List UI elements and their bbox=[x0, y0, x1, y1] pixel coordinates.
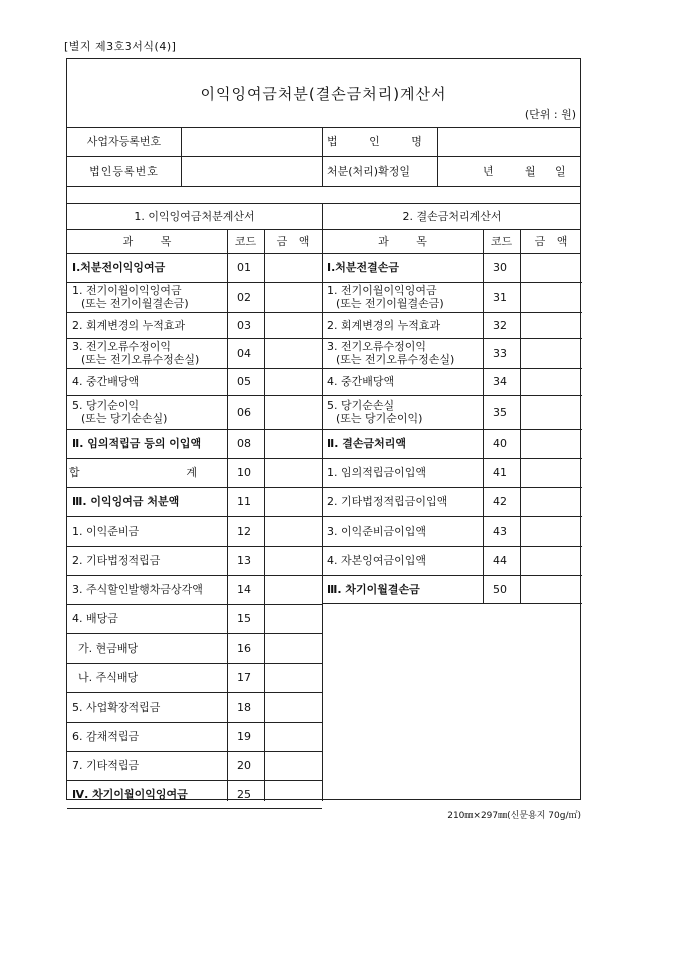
right-row-label-line1: 5. 당기순손실 bbox=[327, 399, 395, 412]
right-row-label-line2: (또는 당기순이익) bbox=[336, 412, 423, 425]
left-row-code: 14 bbox=[237, 583, 251, 596]
left-row-code: 25 bbox=[237, 787, 251, 801]
right-row-label bbox=[322, 395, 483, 429]
paper-spec-footnote: 210㎜×297㎜(신문용지 70g/㎡) bbox=[447, 811, 581, 821]
left-row-label: 4. 배당금 bbox=[72, 612, 118, 625]
left-row-amount-field[interactable] bbox=[264, 663, 322, 692]
left-section-title: 1. 이익잉여금처분계산서 bbox=[134, 209, 255, 223]
right-row-amount-field[interactable] bbox=[520, 312, 582, 338]
left-row-label: Ⅰ.처분전이익잉여금 bbox=[72, 261, 166, 274]
month-label: 월 bbox=[525, 164, 536, 178]
left-row-amount-field[interactable] bbox=[264, 575, 322, 604]
right-row-label: Ⅱ. 결손금처리액 bbox=[327, 437, 407, 450]
left-row-label: 가. 현금배당 bbox=[78, 641, 139, 655]
left-row-label: 2. 회계변경의 누적효과 bbox=[72, 318, 186, 332]
day-label: 일 bbox=[555, 164, 566, 178]
left-col-code: 코드 bbox=[234, 234, 257, 248]
right-row-code: 42 bbox=[493, 495, 507, 508]
left-row-amount-field[interactable] bbox=[264, 312, 322, 338]
right-row-code: 40 bbox=[493, 437, 507, 450]
right-row-label-line1: 1. 전기이월이익잉여금 bbox=[327, 284, 437, 297]
left-row-code: 01 bbox=[237, 261, 251, 274]
disposal-date-field[interactable] bbox=[437, 156, 582, 186]
left-row-label: 나. 주식배당 bbox=[78, 671, 139, 684]
left-row-amount-field[interactable] bbox=[264, 751, 322, 780]
left-row-label bbox=[67, 338, 227, 368]
business-reg-no-label: 사업자등록번호 bbox=[86, 135, 162, 148]
left-row-amount-field[interactable] bbox=[264, 692, 322, 722]
corp-name-field[interactable] bbox=[437, 127, 582, 156]
right-row-label: Ⅰ.처분전결손금 bbox=[327, 261, 400, 274]
left-row-label: 6. 감채적립금 bbox=[72, 730, 140, 743]
right-row-code: 50 bbox=[493, 582, 507, 596]
left-row-amount-field[interactable] bbox=[264, 395, 322, 429]
left-row-amount-field[interactable] bbox=[264, 516, 322, 546]
left-row-label: 3. 주식할인발행차금상각액 bbox=[72, 583, 203, 596]
left-row-amount-field[interactable] bbox=[264, 546, 322, 575]
right-row-code: 43 bbox=[493, 524, 507, 538]
corp-reg-no-label: 법인등록번호 bbox=[89, 164, 159, 178]
corp-reg-no-field[interactable] bbox=[181, 156, 322, 186]
right-row-code: 41 bbox=[493, 466, 507, 479]
right-row-label bbox=[322, 282, 483, 312]
right-row-amount-field[interactable] bbox=[520, 516, 582, 546]
left-row-amount-field[interactable] bbox=[264, 633, 322, 663]
right-row-amount-field[interactable] bbox=[520, 429, 582, 458]
left-row-label-line2: (또는 당기순손실) bbox=[81, 412, 168, 425]
left-row-label: Ⅳ. 차기이월이익잉여금 bbox=[72, 787, 188, 801]
disposal-date-label: 처분(처리)확정일 bbox=[327, 164, 410, 178]
left-row-code: 05 bbox=[237, 375, 251, 388]
left-row-label: 1. 이익준비금 bbox=[72, 524, 140, 538]
left-row-amount-field[interactable] bbox=[264, 338, 322, 368]
right-row-label: 2. 회계변경의 누적효과 bbox=[327, 318, 441, 332]
right-row-code: 34 bbox=[493, 375, 507, 388]
left-row-label: Ⅲ. 이익잉여금 처분액 bbox=[72, 495, 180, 508]
right-row-code: 32 bbox=[493, 318, 507, 332]
left-row-code: 06 bbox=[237, 405, 251, 419]
left-row-amount-field[interactable] bbox=[264, 780, 322, 808]
right-col-code: 코드 bbox=[490, 234, 513, 248]
right-row-label: 4. 중간배당액 bbox=[327, 375, 395, 388]
right-row-amount-field[interactable] bbox=[520, 487, 582, 516]
left-row-code: 12 bbox=[237, 524, 251, 538]
left-row-label-line2: (또는 전기오류수정손실) bbox=[81, 353, 200, 366]
right-row-code: 44 bbox=[493, 554, 507, 567]
left-col-amount: 금 액 bbox=[276, 234, 310, 248]
left-row-code: 03 bbox=[237, 318, 251, 332]
right-row-label bbox=[322, 338, 483, 368]
left-row-code: 11 bbox=[237, 495, 251, 508]
right-row-divider bbox=[322, 603, 582, 604]
left-row-code: 15 bbox=[237, 612, 251, 625]
unit-label: (단위 : 원) bbox=[524, 108, 576, 121]
year-label: 년 bbox=[483, 164, 494, 178]
right-row-amount-field[interactable] bbox=[520, 395, 582, 429]
left-row-label: 7. 기타적립금 bbox=[72, 759, 140, 772]
right-row-amount-field[interactable] bbox=[520, 546, 582, 575]
left-row-label-line1: 5. 당기순이익 bbox=[72, 399, 140, 412]
left-row-code: 19 bbox=[237, 730, 251, 743]
left-col-subject: 과 목 bbox=[122, 234, 172, 248]
right-row-code: 33 bbox=[493, 346, 507, 360]
left-row-label-line1: 3. 전기오류수정이익 bbox=[72, 340, 171, 353]
right-row-amount-field[interactable] bbox=[520, 282, 582, 312]
left-row-code: 02 bbox=[237, 290, 251, 304]
left-row-code: 10 bbox=[237, 466, 251, 479]
right-col-amount: 금 액 bbox=[534, 234, 568, 248]
left-row-divider bbox=[67, 808, 322, 809]
left-row-label: 5. 사업확장적립금 bbox=[72, 700, 161, 714]
right-section-title: 2. 결손금처리계산서 bbox=[402, 209, 502, 223]
right-row-amount-field[interactable] bbox=[520, 458, 582, 487]
right-row-label: 1. 임의적립금이입액 bbox=[327, 466, 426, 479]
statement-form bbox=[66, 58, 581, 800]
left-row-label-part1: 합 bbox=[69, 466, 80, 479]
left-row-code: 08 bbox=[237, 437, 251, 450]
business-reg-no-field[interactable] bbox=[181, 127, 322, 156]
right-row-label: 2. 기타법정적립금이입액 bbox=[327, 495, 448, 508]
left-row-label-part2: 계 bbox=[186, 466, 197, 479]
left-row-label: 2. 기타법정적립금 bbox=[72, 554, 161, 567]
left-row-label bbox=[67, 282, 227, 312]
left-row-code: 17 bbox=[237, 671, 251, 684]
left-row-amount-field[interactable] bbox=[264, 282, 322, 312]
right-row-label-line2: (또는 전기이월결손금) bbox=[336, 297, 444, 310]
right-row-label-line2: (또는 전기오류수정손실) bbox=[336, 353, 455, 366]
left-row-amount-field[interactable] bbox=[264, 253, 322, 282]
left-row-code: 18 bbox=[237, 700, 251, 714]
right-row-label: 3. 이익준비금이입액 bbox=[327, 524, 426, 538]
left-row-code: 13 bbox=[237, 554, 251, 567]
left-row-amount-field[interactable] bbox=[264, 604, 322, 633]
right-row-label: 4. 자본잉여금이입액 bbox=[327, 554, 426, 567]
left-row-code: 04 bbox=[237, 346, 251, 360]
left-row-label-line2: (또는 전기이월결손금) bbox=[81, 297, 189, 310]
left-row-label bbox=[67, 395, 227, 429]
left-row-label: 4. 중간배당액 bbox=[72, 375, 140, 388]
right-row-amount-field[interactable] bbox=[520, 338, 582, 368]
left-row-amount-field[interactable] bbox=[264, 368, 322, 395]
left-row-label: Ⅱ. 임의적립금 등의 이입액 bbox=[72, 437, 202, 450]
right-row-code: 30 bbox=[493, 261, 507, 274]
left-row-label bbox=[67, 458, 227, 487]
left-row-label-line1: 1. 전기이월이익잉여금 bbox=[72, 284, 182, 297]
form-number-label: [별지 제3호3서식(4)] bbox=[64, 40, 177, 53]
right-row-amount-field[interactable] bbox=[520, 253, 582, 282]
left-row-code: 20 bbox=[237, 759, 251, 772]
right-row-amount-field[interactable] bbox=[520, 575, 582, 603]
right-row-amount-field[interactable] bbox=[520, 368, 582, 395]
left-row-amount-field[interactable] bbox=[264, 722, 322, 751]
corp-name-label: 법 인 명 bbox=[327, 135, 436, 148]
document-title: 이익잉여금처분(결손금처리)계산서 bbox=[200, 85, 447, 103]
left-row-code: 16 bbox=[237, 641, 251, 655]
right-row-label: Ⅲ. 차기이월결손금 bbox=[327, 582, 420, 596]
left-row-amount-field[interactable] bbox=[264, 429, 322, 458]
right-row-code: 35 bbox=[493, 405, 507, 419]
right-row-code: 31 bbox=[493, 290, 507, 304]
left-row-amount-field[interactable] bbox=[264, 458, 322, 487]
left-row-amount-field[interactable] bbox=[264, 487, 322, 516]
right-row-label-line1: 3. 전기오류수정이익 bbox=[327, 340, 426, 353]
right-col-subject: 과 목 bbox=[378, 234, 427, 248]
